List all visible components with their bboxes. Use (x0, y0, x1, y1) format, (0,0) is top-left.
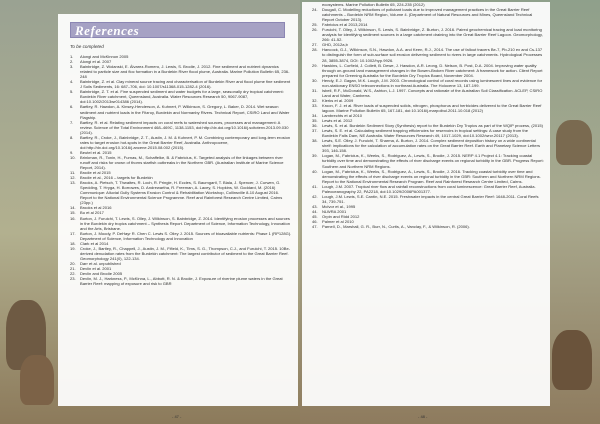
reference-number: 29. (312, 62, 318, 68)
reference-item (312, 138, 544, 153)
reference-number: 12. (70, 175, 76, 181)
reference-text: Brodie et al., 2016 – targets for Burdekin (80, 175, 153, 181)
references-list-left (70, 54, 292, 286)
reference-item (312, 224, 544, 229)
reference-number: 35. (312, 118, 318, 124)
reference-text: Alongi et al. 2007 (80, 59, 112, 65)
reference-text: Alongi and McKinnon 2005 (80, 54, 129, 59)
page-number: - 47 - (172, 414, 182, 419)
reference-number: 9. (70, 149, 74, 155)
reference-text: Kroon, F. J. et al. River loads of suspended solids, nitrogen, phosphorus and herbicides delivered to the Great Barrier Reef lagoon. Marine Pollution Bulletin 65, 167-181, doi:10.1016/j.marpolbul.2011.10.018 (2012) (322, 102, 542, 113)
reference-number: 2. (70, 59, 74, 65)
reference-number: 19. (70, 245, 76, 251)
reference-text: Bainbridge, Z. et al. Clay mineral source tracing and characterisation of Burdekin River and flood plume fine sediment J Soils Sediments, 16: 687–706, doi: 10.1007/s11368-015-1282-4 (2016). (80, 79, 291, 90)
reference-item (312, 194, 544, 204)
reference-text: Bartley, R. et al. Relating sediment impacts on coral reefs to watershed sources, processes and management: A review. Science of the Total Environment 468–469C, 1138-1153, doi:http://dx.doi.org/10.1016/j.scitotenv.2013.09.030 (2014). (80, 119, 289, 135)
reference-text: Isbell, R.F., McDonald, W.S., Ashton, L.J. 1997. Concepts and rationale of the Australian Soil Classification. ACLEP, CSIRO Land and Water, Canberra. (322, 87, 543, 98)
reference-number: 32. (312, 97, 318, 103)
heading-text: References (75, 23, 140, 38)
reference-text: Brooks, A. Pietsch, T. Thwaites, R. Loch, R. Pringle, H. Eccles, S. Baumgartl, T. Biala, J. Spencer, J. Curwen, G. Spedding, T. Hryga, H. Borrowes, D. Andrewartha, R. Freeman, A. Lacey, S. Hopkins, W. Goddard, M. (2016) Communique: Alluvial Gully Systems Erosion Control & Rehabilitation Workshop, Collinsville 8-10 August 2016. Report to the National Environmental Science Programme. Reef and Rainforest Research Centre Limited, Cairns (23pp.) (80, 180, 283, 206)
reference-item (70, 135, 292, 150)
reference-text: Lewis, S.E. Olley, J. Furuichi, T. Sharma, A. Burton, J. 2014. Complex sediment deposition history on a wide continental shelf: implications for the calculation of accumulation rates on the Great Barrier Reef. Earth and Planetary Science Letters 393, 146-158. (322, 138, 540, 154)
reference-item (70, 104, 292, 119)
cattle-figure (552, 330, 592, 390)
reference-text: Lewis, S. et al. Burdekin Sediment Story (Synthesis) report to the Burdekin Dry Tropics as part of the WQIP process, (2015) (322, 123, 544, 129)
reference-item (70, 155, 292, 170)
reference-number: 36. (312, 123, 318, 129)
reference-text: Furuichi, T. Olley, J. Wilkinson, S. Lewis, S. Bainbridge, Z. Burton, J. 2016. Paired geochemical tracing and load monitoring analysis for identifying sediment sources in a large catchment draining into the Great Barrier Reef Lagoon. Geomorphology, 266: 41-52. (322, 27, 543, 43)
reference-number: 14. (70, 205, 76, 211)
reference-number: 46. (312, 219, 318, 225)
reference-text: Logan, M., Fabricius, K., Weeks, S., Rodriguez, A., Lewis, S., Brodie, J. 2015. NERP 4.1 Project 4.1: Tracking coastal turbidity over time and demonstrating the effects of river discharge events on regional turbidity in the GBR. Progress Report: Southern and Northern NRM Regions. (322, 153, 544, 169)
reference-text: Brinkman, R., Tonin, H., Furnas, M., Schaffelke, B. & Fabricius, K. Targeted analysis of the linkages between river runoff and risks for crown of thorns starfish outbreaks in the Northern GBR. (Australian Institute of Marine Science Report, 2014). (80, 154, 284, 171)
reference-number: 38. (312, 138, 318, 144)
reference-text: Parnell, D., Marshall, G. R., Burr, N., Curtis, A., Vanclay, F., & Wilkinson, R. (2006). (322, 224, 470, 230)
reference-text: Croke, J., Bartley, R., Chappell, J., Austin, J. M., Fifield, K., Tims, S. G., Thompson, C.J., and Furuichi, T. 2015. 10Be-derived denudation rates from the Burdekin catchment: The largest contributor of sediment to the Great Barrier Reef. Geomorphology 241(0), 122-134. (80, 245, 291, 261)
reference-item (312, 128, 544, 138)
reference-number: 33. (312, 102, 318, 108)
reference-text: Hawkins, L. Corfield, J. Collett, B. Dewe, J. Hawdon, A.R. Leong, D. Nelson, B. Post, D.A. 2004. Improving water quality through on-ground land management changes in the Bowen-Broken River catchment: A framework for action. Client Report prepared for Greening Australia for the Burdekin Dry Tropics Board, November 2004. (322, 62, 543, 78)
reference-item (70, 180, 292, 205)
reference-number: 37. (312, 128, 318, 134)
reference-text: ecosystems. Marine Pollution Bulletin 65, 224-235 (2012) (322, 2, 425, 7)
reference-number: 25. (312, 22, 318, 28)
reference-number: 44. (312, 208, 318, 214)
reference-text: Brooks et al 2016 (80, 205, 112, 211)
reference-text: Lambrechts et al 2010 (322, 113, 363, 119)
reference-item (312, 169, 544, 184)
reference-number: 8. (70, 134, 74, 140)
reference-number: 7. (70, 119, 74, 125)
reference-number: 41. (312, 183, 318, 189)
reference-text: Darr et al. unpublished (80, 260, 121, 266)
reference-number: 3. (70, 64, 74, 70)
reference-text: Hendy, E.J. Gagan, M.K. Lough, J.M. 2003. Chronological control of coral records using luminescent lines and evidence for non-stationary ENSO teleconnections in northeast Australia. The Holocene 13, 187-199. (322, 77, 543, 88)
references-heading (70, 22, 285, 38)
reference-number: 27. (312, 42, 318, 48)
reference-text: Lewis, S. E. et al. Calculating sediment trapping efficiencies for reservoirs in tropical settings: A case study from the Burdekin Falls Dam, NE Australia. Water Resources Research 49, 1017-1029, doi:10.1002/wrcr.20117 (2013). (322, 128, 528, 139)
reference-number: 34. (312, 113, 318, 119)
reference-item (312, 78, 544, 88)
reference-number: 24. (312, 7, 318, 13)
reference-number: 22. (70, 271, 76, 277)
reference-text: Fabricius et al 2013,2014 (322, 22, 368, 28)
reference-item (312, 63, 544, 78)
reference-text: Bainbridge, Z. Wolanski, E. Álvarez-Romero, J. Lewis, S. Brodie, J. 2012. Fine sediment and nutrient dynamics related to particle size and floc formation in a Burdekin River flood plume, Australia. Marine Pollution Bulletin 65, 236-248 (80, 64, 290, 80)
cattle-figure (20, 355, 54, 405)
reference-text: Logan, M., Fabricius, K., Weeks, S., Rodriguez, A., Lewis, S., Brodie, J. 2016. Tracking coastal turbidity over time and demonstrating the effects of river discharge events on regional turbidity in the GBR: Southern and Northern NRM Regions. Report to the National Environmental Research Program. Reef and Rainforest Research Centre Limited, Cairns. (322, 168, 541, 184)
reference-text: Burton, J. Furuichi, T. Lewis, S. Olley, J. Wilkinson, S. Bainbridge, Z. 2014. Identifying erosion processes and sources in the Burdekin dry tropics catchment – Synthesis Report. Department of Science, Information Technology, Innovation and the Arts, Brisbane. (80, 215, 290, 231)
reference-number: 5. (70, 89, 74, 95)
reference-number: 30. (312, 77, 318, 83)
reference-number: 1. (70, 54, 74, 59)
reference-text: Burton, J. Moody, P. DeHayr R. Chen C. Lewis S. Olley J. 2015. Sources of bioavailable nutrients: Phase 1 (RP128G). Department of Science, Information Technology and Innovation (80, 230, 292, 241)
reference-text: Orpin and Ridd 2012 (322, 213, 360, 219)
reference-number: 42. (312, 193, 318, 199)
reference-number: 28. (312, 47, 318, 53)
reference-item (70, 216, 292, 231)
reference-item (312, 47, 544, 62)
reference-item (312, 103, 544, 113)
reference-text: Bu et al 2017 (80, 210, 104, 216)
reference-text: Dougall, C. Modelling reductions of pollutant loads due to improved management practices in the Great Barrier Reef catchments – Burdekin NRM Region, Volume 4. (Department of Natural Resources and Mines, Queensland Technical Report October 2013). (322, 7, 533, 23)
reference-number: 26. (312, 27, 318, 33)
reference-item (70, 246, 292, 261)
reference-text: GHD, 2012a,b (322, 42, 348, 48)
reference-item (70, 64, 292, 79)
reference-text: Devlin et al. 2001 (80, 265, 112, 271)
reference-number: 18. (70, 240, 76, 246)
references-list-right (312, 2, 544, 229)
reference-item (312, 7, 544, 22)
reference-item (70, 79, 292, 89)
reference-number: 16. (70, 215, 76, 221)
reference-item (70, 276, 292, 286)
reference-text: Beutel et al. 2015 (80, 149, 112, 155)
reference-text: Lewis et al. 2012 (322, 118, 353, 124)
reference-text: Bartley, R., Croke, J., Bainbridge, Z. T., Austin, J. M. & Kuhnert, P. M. Combining contemporary and long-term erosion rates to target erosion hot-spots in the Great Barrier Reef, Australia. Anthropocene, doi:http://dx.doi.org/10.1016/j.ancene.2015.08.002 (2015). (80, 134, 291, 150)
reference-number: 13. (70, 180, 76, 186)
reference-text: Devlin and Brodie 2005 (80, 271, 123, 277)
reference-number: 47. (312, 224, 318, 230)
reference-number: 15. (70, 210, 76, 216)
reference-number: 39. (312, 153, 318, 159)
cattle-figure (556, 120, 592, 165)
reference-number: 31. (312, 87, 318, 93)
reference-text: Bainbridge, Z. T. et al. Fine suspended sediment and water budgets for a large, seasonally dry tropical catchment: Burdekin River catchment, Queensland, Australia. Water Resources Research 50, 9067-9087, doi:10.1002/2013wr014386 (2014). (80, 89, 284, 105)
reference-item (312, 184, 544, 194)
reference-number: 20. (70, 260, 76, 266)
reference-text: Lough, J.M. Lewis, S.E. Cantin, N.E. 2015. Freshwater impacts in the central Great Barrier Reef: 1648-2011. Coral Reefs 34, 739-751. (322, 193, 539, 204)
intro-text: To be completed (70, 44, 104, 49)
reference-number: 21. (70, 265, 76, 271)
reference-item (70, 120, 292, 135)
reference-text: McIvor et al., 1995 (322, 203, 356, 209)
reference-item (70, 89, 292, 104)
reference-number: 23. (70, 276, 76, 282)
reference-text: Brodie et al 2015 (80, 170, 111, 176)
reference-item (70, 231, 292, 241)
reference-number: 6. (70, 104, 74, 110)
reference-number: 11. (70, 170, 76, 176)
reference-item (312, 27, 544, 42)
reference-number: 40. (312, 168, 318, 174)
reference-number: 4. (70, 79, 74, 85)
reference-text: Bartley, R. Hawdon, A. Kinsey-Henderson, A. Kuhnert, P. Wilkinson, S. Gregory, L. Baker, D. 2014. Wet season sediment and nutrient loads in the Fitzroy, Burdekin and Normanby Rivers. Technical Report, CSIRO Land and Water Flagship. (80, 104, 290, 120)
reference-number: 17. (70, 230, 76, 236)
reference-item (312, 153, 544, 168)
reference-text: Klerks et al. 2009 (322, 97, 354, 103)
reference-number: 43. (312, 203, 318, 209)
reference-text: Lough, J.M. 2007. Tropical river flow and rainfall reconstructions from coral luminescence: Great Barrier Reef, Australia. Paleoceanography 22, PA2218, doi:10.1029/2006PA001377. (322, 183, 536, 194)
reference-item (312, 88, 544, 98)
reference-text: NLWRA 2001 (322, 208, 347, 214)
reference-text: Clark et al 2014 (80, 240, 109, 246)
reference-number: 10. (70, 154, 76, 160)
reference-number: 45. (312, 213, 318, 219)
reference-text: Palmer et al 2010 (322, 219, 354, 225)
reference-text: Devlin, M. J., Harkness, P., McKinna, L., Abbott, R. N. & Brodie, J. Exposure of riverine plume waters in the Great Barrier Reef: mapping of exposure and risk to GBR (80, 276, 283, 287)
page-number: - 48 - (418, 414, 428, 419)
reference-text: Hancock, G.J., Wilkinson, S.N., Hawdon, A.A. and Keen, R.J., 2014. The use of fallout tracers Be-7, Pb-210 ex and Cs-137 to distinguish the form of sub-surface soil erosion delivering sediment to rivers in large catchments. Hydrological Processes 28, 3855-3874, DOI: 10.1002/hyp.9926. (322, 47, 543, 63)
